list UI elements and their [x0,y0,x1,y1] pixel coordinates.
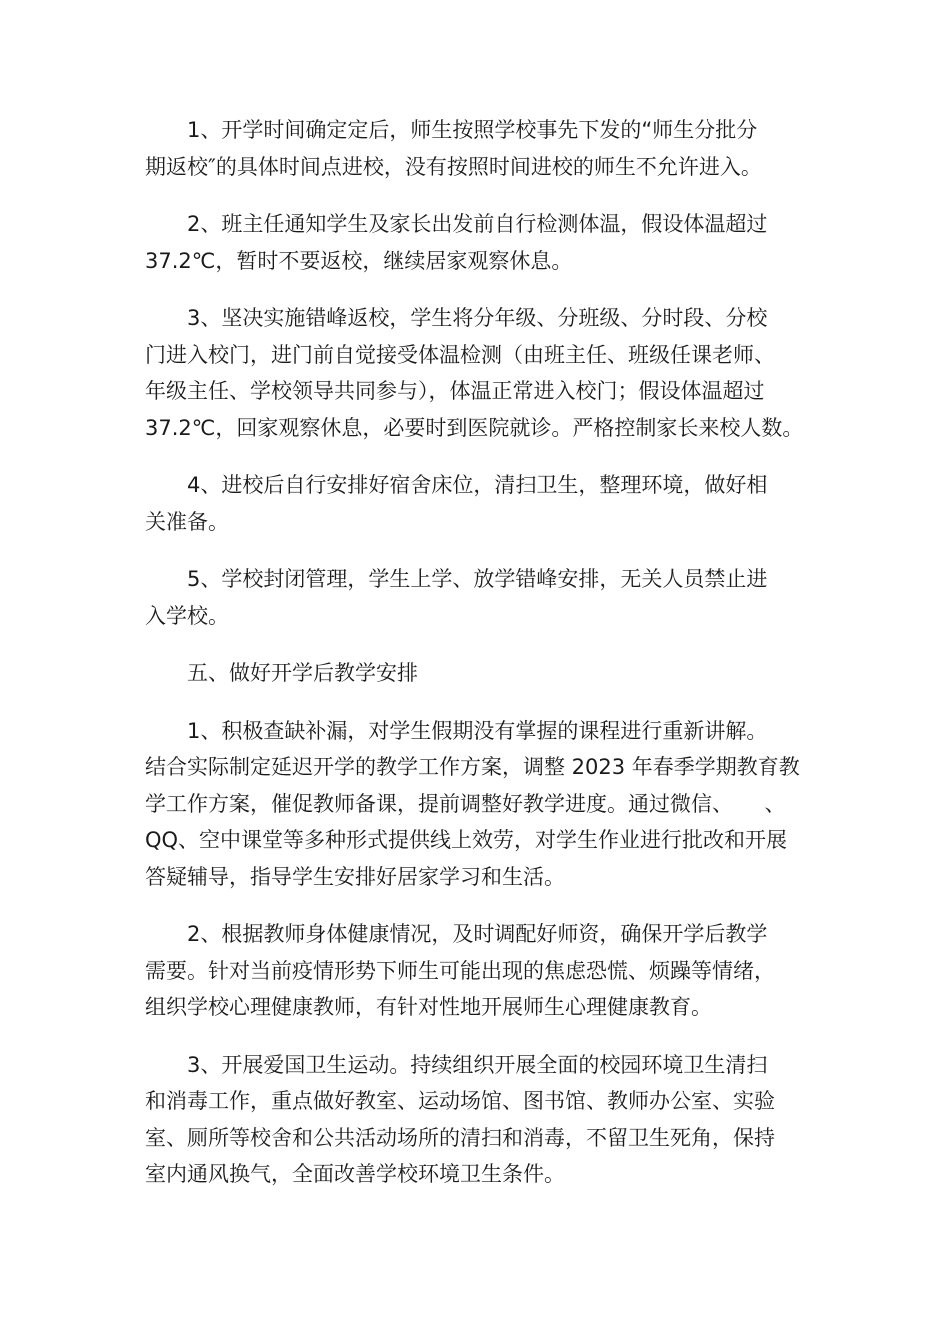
paragraph-sanitation [145,1047,810,1193]
text-line: QQ、空中课堂等多种形式提供线上效劳，对学生作业进行批改和开展 [145,828,788,852]
text-line: 期返校″的具体时间点进校，没有按照时间进校的师生不允许进入。 [145,154,762,179]
text-line: 年级主任、学校领导共同参与），体温正常进入校门；假设体温超过 [145,379,765,403]
text-line: 和消毒工作，重点做好教室、运动场馆、图书馆、教师办公室、实验 [145,1089,775,1113]
text-line: 关准备。 [145,509,229,534]
text-line: 答疑辅导，指导学生安排好居家学习和生活。 [145,864,565,889]
text-line: 37.2℃，回家观察休息，必要时到医院就诊。严格控制家长来校人数。 [145,415,804,440]
text-line: 2、班主任通知学生及家长出发前自行检测体温，假设体温超过 [187,212,768,236]
text-line: 1、积极查缺补漏，对学生假期没有掌握的课程进行重新讲解。 [187,718,768,743]
text-line: 3、坚决实施错峰返校，学生将分年级、分班级、分时段、分校 [187,306,768,330]
paragraph-teacher-health [145,916,810,1026]
section-heading: 五、做好开学后教学安排 [187,661,418,685]
text-line: 4、进校后自行安排好宿舍床位，清扫卫生，整理环境，做好相 [187,473,768,497]
paragraph-return-time [145,112,810,185]
text-line: 37.2℃，暂时不要返校，继续居家观察休息。 [145,248,573,273]
text-line: 组织学校心理健康教师，有针对性地开展师生心理健康教育。 [145,995,712,1019]
text-line: 5、学校封闭管理，学生上学、放学错峰安排，无关人员禁止进 [187,567,768,591]
text-line: 室内通风换气，全面改善学校环境卫生条件。 [145,1162,565,1186]
document-body [145,112,810,1214]
text-line: 结合实际制定延迟开学的教学工作方案，调整 2023 年春季学期教育教 [145,755,800,779]
text-line: 3、开展爱国卫生运动。持续组织开展全面的校园环境卫生清扫 [187,1052,768,1077]
text-line: 学工作方案，催促教师备课，提前调整好教学进度。通过微信、 、 [145,791,786,816]
paragraph-temperature-check [145,206,810,279]
text-line: 2、根据教师身体健康情况，及时调配好师资，确保开学后教学 [187,922,768,946]
text-line: 入学校。 [145,603,229,628]
paragraph-staggered-return [145,300,810,446]
paragraph-teaching-plan [145,713,810,896]
paragraph-closed-management [145,561,810,634]
text-line: 门进入校门，进门前自觉接受体温检测（由班主任、班级任课老师、 [145,342,775,367]
paragraph-dormitory [145,467,810,540]
text-line: 室、厕所等校舍和公共活动场所的清扫和消毒，不留卫生死角，保持 [145,1125,775,1150]
text-line: 需要。针对当前疫情形势下师生可能出现的焦虑恐慌、烦躁等情绪， [145,958,775,983]
text-line: 1、开学时间确定定后，师生按照学校事先下发的“师生分批分 [187,118,758,142]
